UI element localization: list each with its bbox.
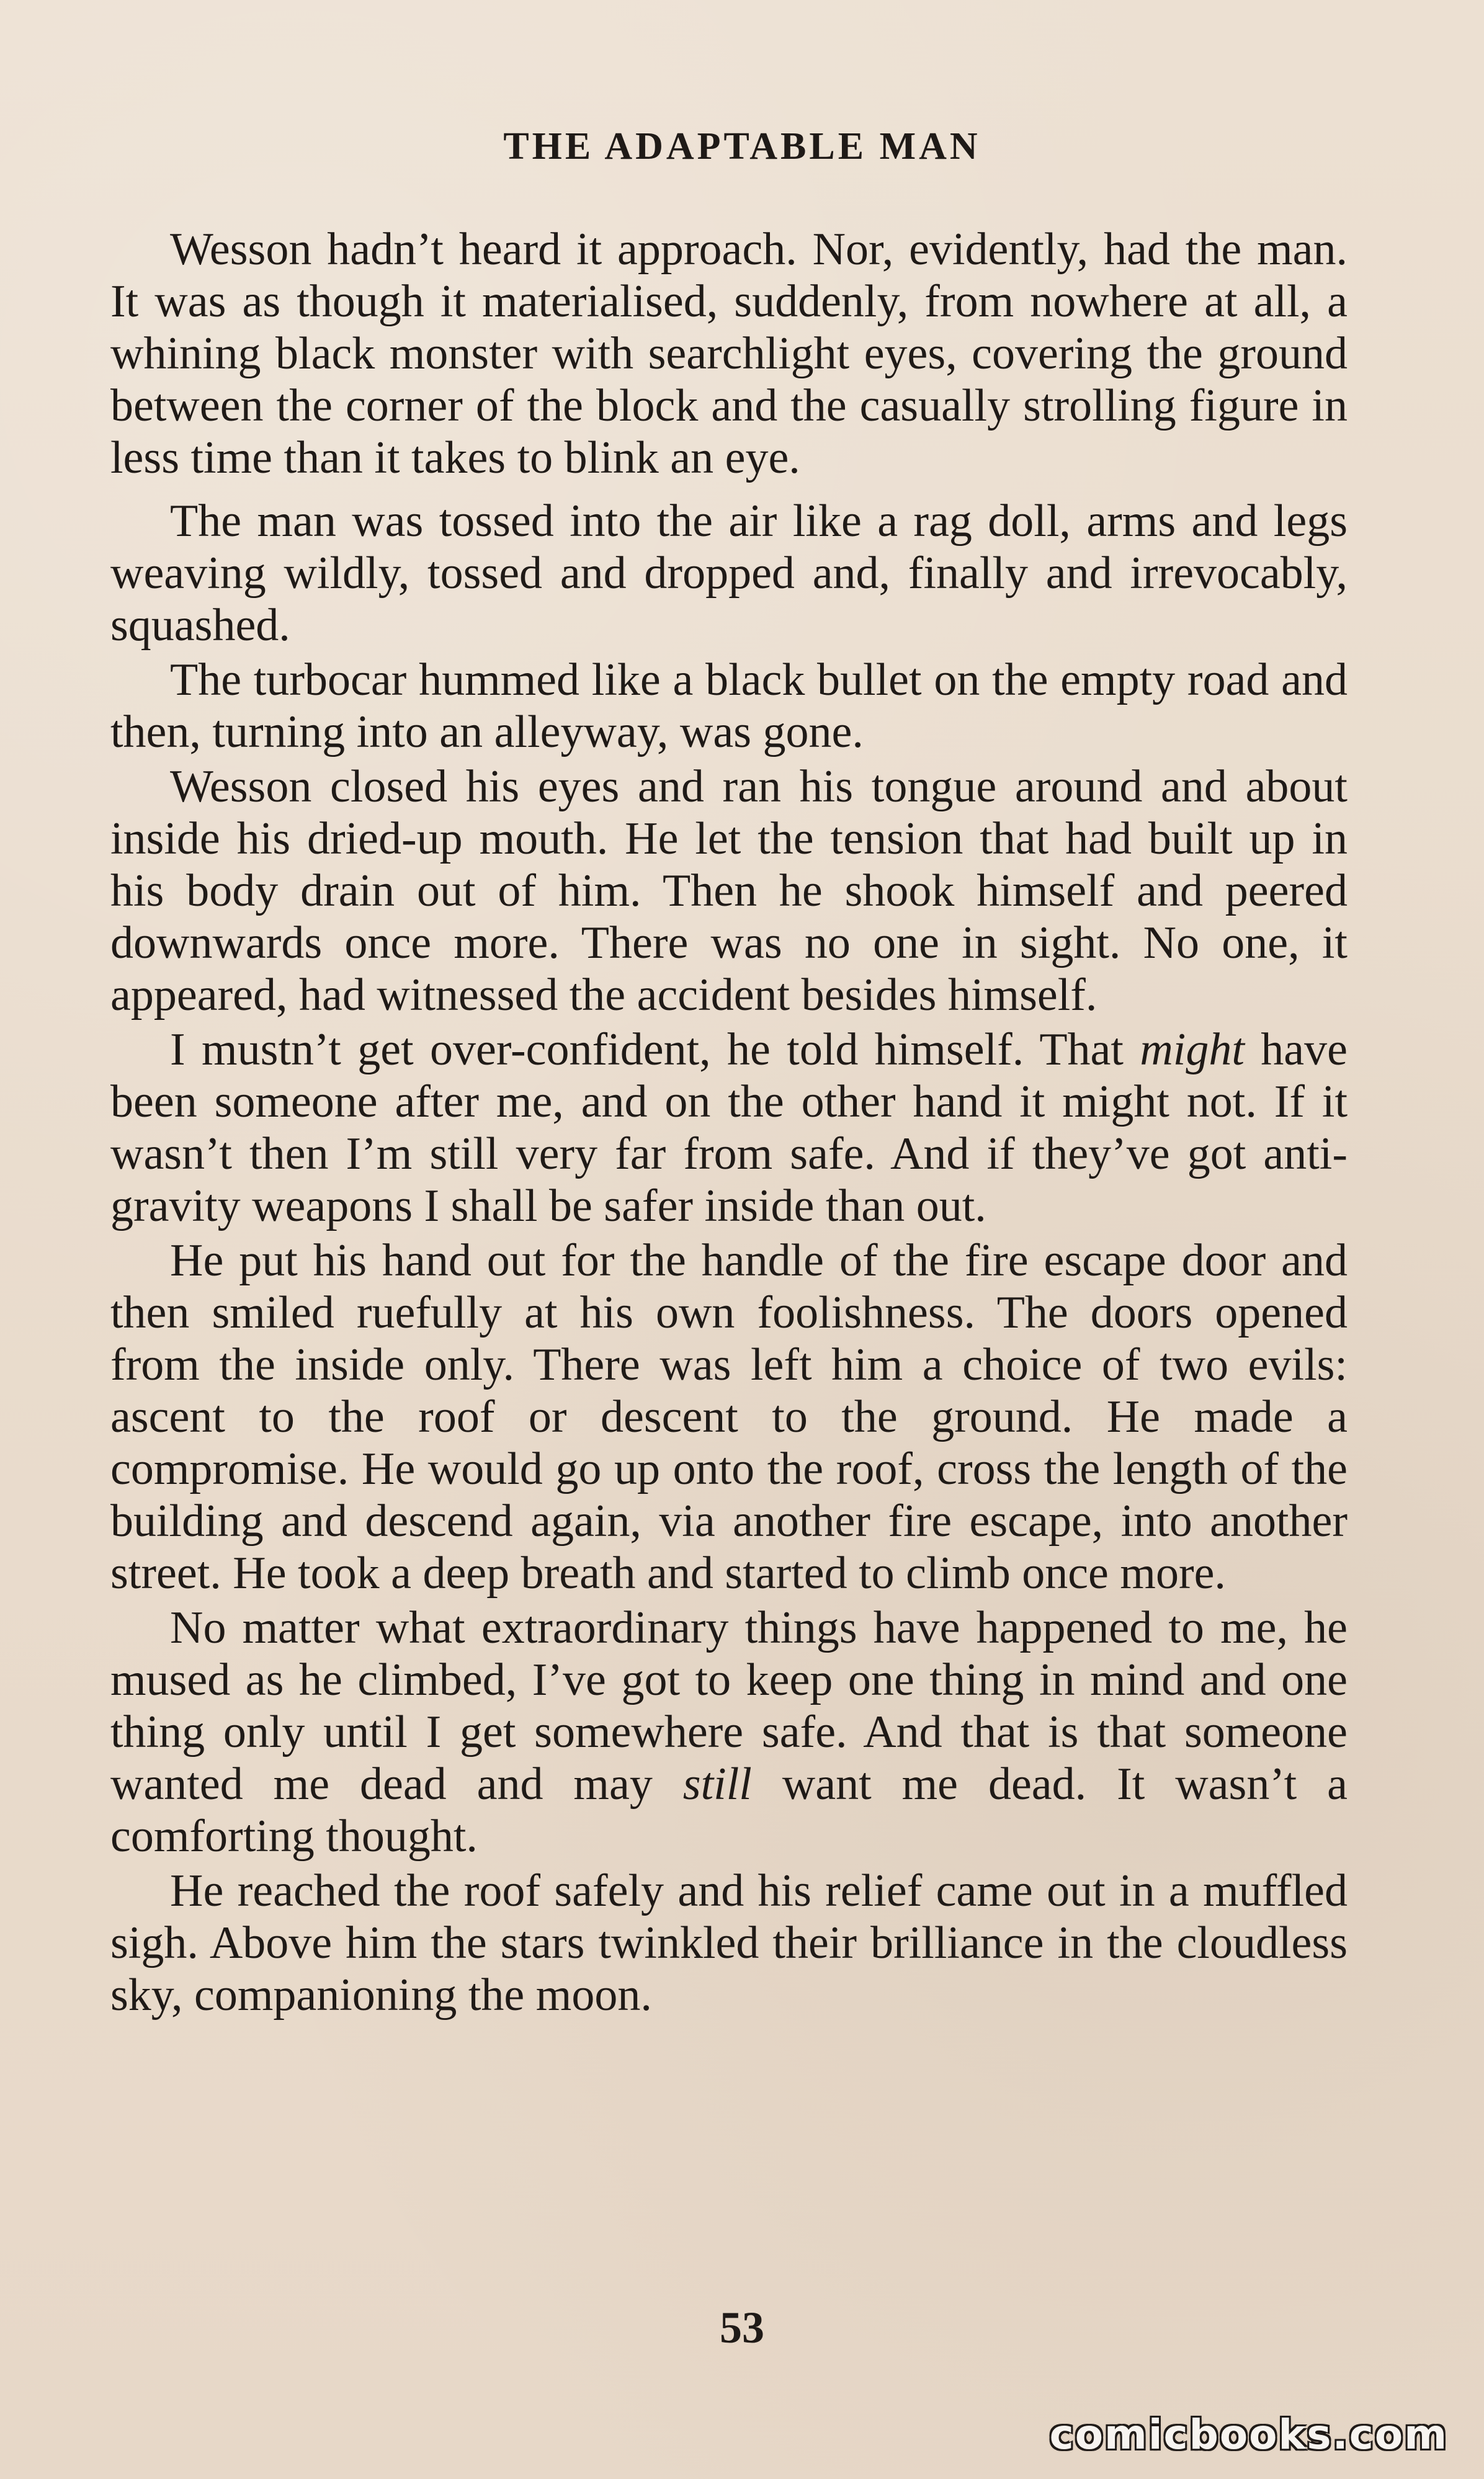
paragraph-5-after: have been someone after me, and on the other hand it might not. If it wasn’t then I’m still very far from safe. And if they’ve got anti-gravity weapons I shall be safer inside than out. — [110, 1024, 1348, 1231]
page-number: 53 — [720, 2303, 764, 2352]
paragraph-6: He put his hand out for the handle of the fire escape door and then smiled ruefully at his own foolishness. The doors opened from the inside only. There was left him a choice of two evils: ascent to the roof or descent to the ground. He made a compromise. He would go up onto the roof, cross the length of the building and descend again, via another fire escape, into another street. He took a deep breath and started to climb once more. — [110, 1235, 1348, 1599]
paragraph-5-emphasis: might — [1140, 1024, 1245, 1075]
paragraph-7-before: No matter what extraordinary things have happened to me, he mused as he climbed, I’ve got to keep one thing in mind and one thing only until I get somewhere safe. And that is that someone wanted me dead and may — [110, 1602, 1348, 1810]
paragraph-3: The turbocar hummed like a black bullet on the empty road and then, turning into an alleyway, was gone. — [110, 654, 1348, 757]
paragraph-7-after: want me dead. It wasn’t a comforting thought. — [110, 1759, 1348, 1862]
paragraph-7-emphasis: still — [682, 1759, 752, 1810]
paragraph-8: He reached the roof safely and his relief came out in a muffled sigh. Above him the stars twinkled their brilliance in the cloudless sky, companioning the moon. — [110, 1865, 1348, 2021]
paragraph-7 — [110, 1602, 1348, 1862]
running-header: THE ADAPTABLE MAN — [503, 125, 981, 168]
body-text — [110, 223, 1348, 2021]
paragraph-5 — [110, 1024, 1348, 1232]
paragraph-1: Wesson hadn’t heard it approach. Nor, evidently, had the man. It was as though it materialised, suddenly, from nowhere at all, a whining black monster with searchlight eyes, covering the ground between the corner of the block and the casually strolling figure in less time than it takes to blink an eye. — [110, 224, 1348, 483]
paragraph-5-before: I mustn’t get over-confident, he told himself. That — [170, 1024, 1140, 1075]
watermark: comicbooks.com — [1049, 2411, 1448, 2459]
paragraph-2: The man was tossed into the air like a rag doll, arms and legs weaving wildly, tossed and dropped and, finally and irrevocably, squashed. — [110, 496, 1348, 651]
paragraph-4: Wesson closed his eyes and ran his tongue around and about inside his dried-up mouth. He let the tension that had built up in his body drain out of him. Then he shook himself and peered downwards once more. There was no one in sight. No one, it appeared, had witnessed the accident besides himself. — [110, 761, 1348, 1021]
